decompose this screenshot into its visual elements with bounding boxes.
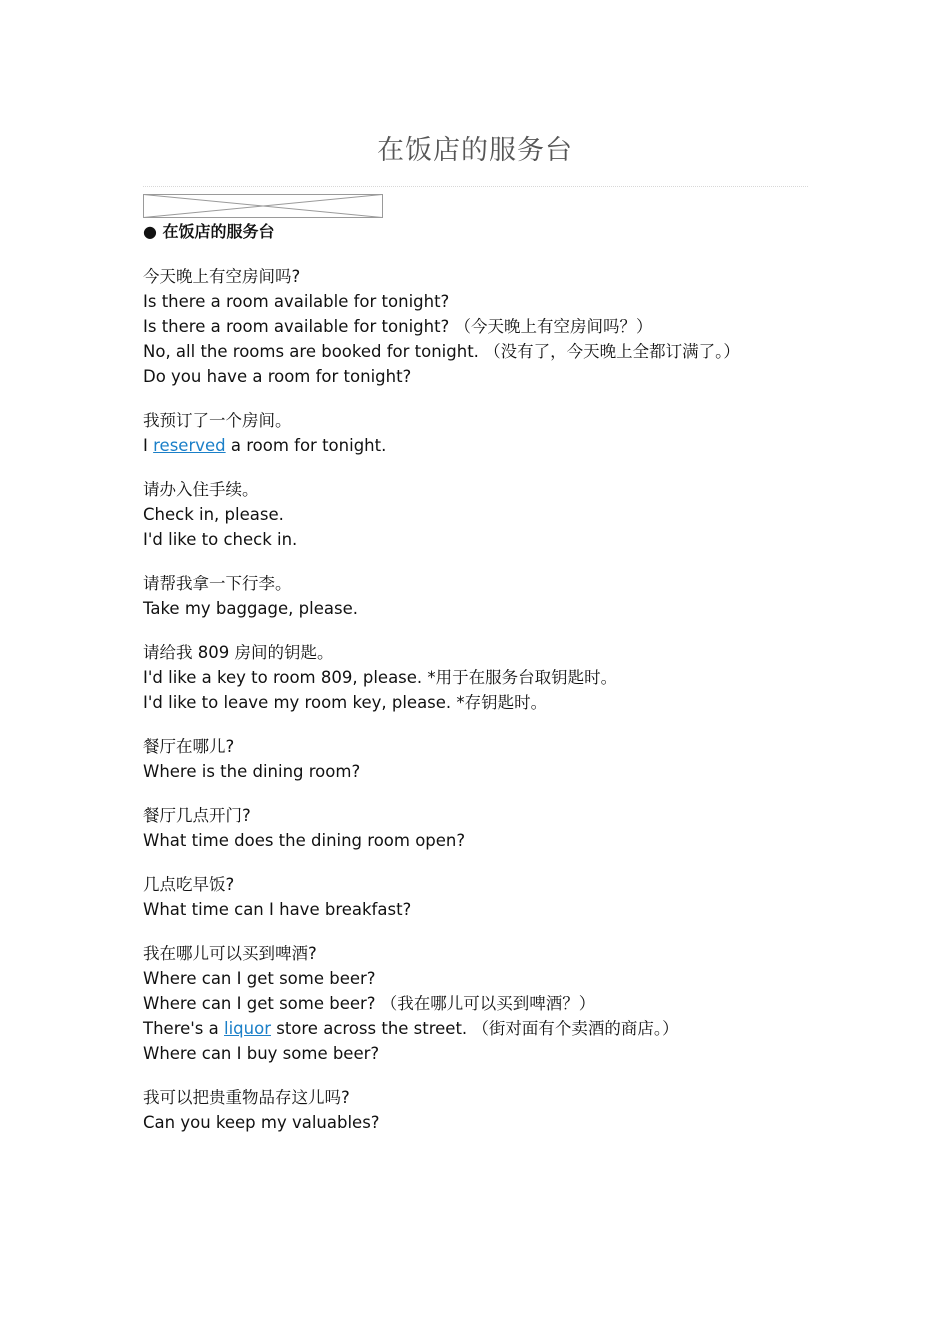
phrase-content	[143, 264, 843, 1154]
phrase-text: 请办入住手续。	[143, 480, 259, 499]
broken-image-placeholder	[143, 194, 383, 218]
phrase-line	[143, 502, 843, 527]
phrase-text: 请帮我拿一下行李。	[143, 574, 292, 593]
vocab-link[interactable]: liquor	[224, 1019, 271, 1038]
phrase-text: 我在哪儿可以买到啤酒?	[143, 944, 317, 963]
phrase-block	[143, 1085, 843, 1135]
phrase-text: 几点吃早饭?	[143, 875, 235, 894]
phrase-line	[143, 1110, 843, 1135]
phrase-text: 我预订了一个房间。	[143, 411, 292, 430]
phrase-text: What time can I have breakfast?	[143, 900, 412, 919]
phrase-line	[143, 408, 843, 433]
phrase-block	[143, 571, 843, 621]
phrase-text: Do you have a room for tonight?	[143, 367, 412, 386]
phrase-text: I'd like to check in.	[143, 530, 298, 549]
phrase-text: Where can I get some beer?	[143, 969, 376, 988]
phrase-line	[143, 966, 843, 991]
phrase-line	[143, 803, 843, 828]
phrase-line	[143, 897, 843, 922]
phrase-line	[143, 828, 843, 853]
phrase-text: a room for tonight.	[225, 436, 387, 455]
phrase-text: Is there a room available for tonight? （今天晚上有空房间吗？）	[143, 317, 653, 336]
phrase-text: Can you keep my valuables?	[143, 1113, 380, 1132]
phrase-text: What time does the dining room open?	[143, 831, 466, 850]
phrase-line	[143, 872, 843, 897]
phrase-text: 餐厅在哪儿?	[143, 737, 235, 756]
phrase-block	[143, 941, 843, 1066]
phrase-text: Take my baggage, please.	[143, 599, 358, 618]
vocab-link[interactable]: reserved	[153, 436, 226, 455]
phrase-line	[143, 690, 843, 715]
phrase-line	[143, 759, 843, 784]
phrase-line	[143, 1016, 843, 1041]
phrase-block	[143, 734, 843, 784]
phrase-line	[143, 991, 843, 1016]
phrase-text: 餐厅几点开门?	[143, 806, 251, 825]
section-heading: ● 在饭店的服务台	[143, 222, 275, 241]
page-title: 在饭店的服务台	[377, 135, 573, 166]
phrase-line	[143, 665, 843, 690]
phrase-block	[143, 477, 843, 552]
phrase-text: There's a	[143, 1019, 224, 1038]
phrase-line	[143, 289, 843, 314]
phrase-line	[143, 527, 843, 552]
phrase-text: 我可以把贵重物品存这儿吗?	[143, 1088, 350, 1107]
title-divider	[143, 186, 808, 187]
phrase-block	[143, 803, 843, 853]
phrase-text: I'd like to leave my room key, please. *存钥匙时。	[143, 693, 548, 712]
phrase-line	[143, 734, 843, 759]
phrase-line	[143, 314, 843, 339]
phrase-text: I	[143, 436, 154, 455]
phrase-line	[143, 596, 843, 621]
phrase-line	[143, 264, 843, 289]
phrase-text: Where is the dining room?	[143, 762, 361, 781]
phrase-line	[143, 640, 843, 665]
phrase-text: No, all the rooms are booked for tonight. （没有了，今天晚上全都订满了。）	[143, 342, 740, 361]
phrase-line	[143, 1041, 843, 1066]
phrase-line	[143, 477, 843, 502]
phrase-text: 今天晚上有空房间吗?	[143, 267, 301, 286]
phrase-block	[143, 640, 843, 715]
phrase-text: 请给我 809 房间的钥匙。	[143, 643, 334, 662]
phrase-text: I'd like a key to room 809, please. *用于在服务台取钥匙时。	[143, 668, 618, 687]
phrase-block	[143, 408, 843, 458]
phrase-text: Where can I buy some beer?	[143, 1044, 380, 1063]
phrase-line	[143, 364, 843, 389]
phrase-text: Check in, please.	[143, 505, 284, 524]
phrase-text: Where can I get some beer? （我在哪儿可以买到啤酒？）	[143, 994, 596, 1013]
phrase-block	[143, 872, 843, 922]
phrase-line	[143, 339, 843, 364]
phrase-text: Is there a room available for tonight?	[143, 292, 450, 311]
phrase-block	[143, 264, 843, 389]
phrase-line	[143, 1085, 843, 1110]
phrase-text: store across the street. （街对面有个卖酒的商店。）	[270, 1019, 679, 1038]
phrase-line	[143, 571, 843, 596]
phrase-line	[143, 941, 843, 966]
phrase-line	[143, 433, 843, 458]
